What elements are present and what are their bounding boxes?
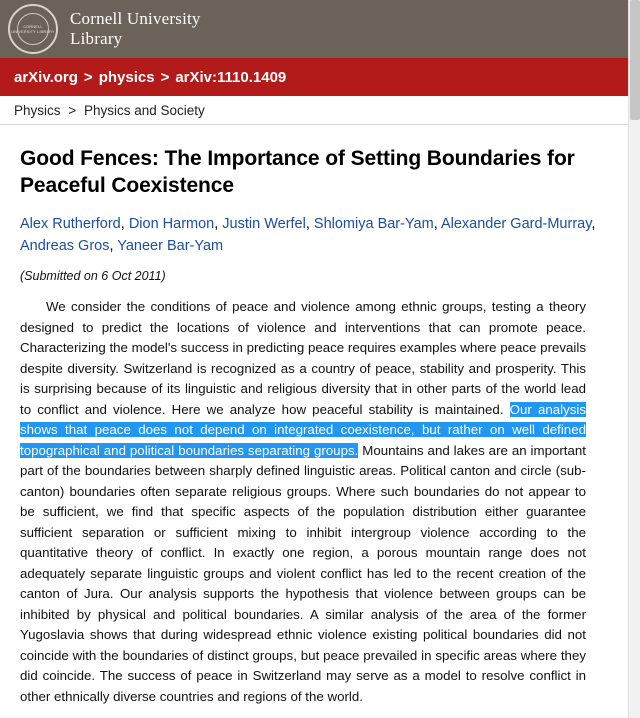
- seal-label: CORNELL UNIVERSITY LIBRARY: [11, 24, 55, 34]
- nav-link-physics[interactable]: physics: [98, 68, 155, 86]
- abstract-segment-2: Mountains and lakes are an important part of the boundaries between sharply defined linguistic areas. Political canton and circle (sub-canton) boundaries often separate religious groups. Where such boundaries do not appear to be sufficient, we find that specific aspects of the population distribution either guarantee sufficient separation or sufficient mixing to inhibit intergroup violence according to the quantitative theory of conflict. In exactly one region, a porous mountain range does not adequately separate linguistic groups and violent conflict has led to the recent creation of the canton of Jura. Our analysis supports the hypothesis that violence between groups can be inhibited by physical and political boundaries. A similar analysis of the area of the former Yugoslavia shows that during widespread ethnic violence existing political boundaries did not coincide with the boundaries of distinct groups, but peace prevailed in specific areas where they did coincide. The success of peace in Switzerland may serve as a model to resolve conflict in other ethnically diverse countries and regions of the world.: [20, 442, 586, 704]
- site-wordmark: [70, 9, 201, 49]
- breadcrumb-item-physics[interactable]: Physics: [14, 103, 61, 118]
- author-link[interactable]: Alexander Gard-Murray: [440, 216, 592, 232]
- cornell-seal-icon: [8, 4, 58, 54]
- nav-link-arxiv-id[interactable]: arXiv:1110.1409: [175, 68, 287, 86]
- page-title: Good Fences: The Importance of Setting Boundaries for Peaceful Coexistence: [20, 147, 575, 197]
- page-scrollbar[interactable]: [628, 0, 640, 718]
- author-separator: ,: [214, 216, 223, 232]
- author-separator: ,: [120, 216, 129, 232]
- scrollbar-thumb[interactable]: [630, 0, 640, 120]
- nav-separator-2: >: [160, 68, 170, 86]
- author-separator: ,: [109, 238, 118, 254]
- arxiv-navbar: [0, 58, 640, 96]
- author-link[interactable]: Yaneer Bar-Yam: [117, 238, 224, 254]
- author-separator: ,: [433, 216, 441, 232]
- author-link[interactable]: Shlomiya Bar-Yam: [313, 216, 434, 232]
- abstract-text: [20, 297, 620, 707]
- breadcrumb-separator: >: [68, 103, 77, 118]
- nav-link-arxiv[interactable]: arXiv.org: [14, 68, 78, 86]
- abstract-highlighted-selection[interactable]: Our analysis shows that peace does not depend on integrated coexistence, but rather on well defined topographical and political boundaries separating groups.: [20, 401, 586, 458]
- wordmark-line-1: Cornell University: [70, 9, 201, 28]
- article-container: [0, 125, 640, 707]
- breadcrumb-item-physics-and-society[interactable]: Physics and Society: [83, 103, 205, 118]
- author-list: [20, 213, 620, 257]
- nav-separator-1: >: [83, 68, 93, 86]
- author-separator: ,: [305, 216, 314, 232]
- author-link[interactable]: Alex Rutherford: [20, 216, 121, 232]
- author-separator: ,: [591, 216, 596, 232]
- author-link[interactable]: Dion Harmon: [128, 216, 215, 232]
- author-link[interactable]: Justin Werfel: [222, 216, 306, 232]
- submission-date: (Submitted on 6 Oct 2011): [20, 269, 166, 283]
- site-header: [0, 0, 640, 58]
- abstract-segment-1: We consider the conditions of peace and violence among ethnic groups, testing a theory designed to predict the locations of violence and interventions that can promote peace. Characterizing the model's success in predicting peace requires examples where peace prevails despite diversity. Switzerland is recognized as a country of peace, stability and prosperity. This is surprising because of its linguistic and religious diversity that in other parts of the world lead to conflict and violence. Here we analyze how peaceful stability is maintained.: [20, 299, 586, 417]
- author-link[interactable]: Andreas Gros: [20, 238, 110, 254]
- wordmark-line-2: Library: [70, 29, 123, 48]
- breadcrumb: [0, 96, 640, 125]
